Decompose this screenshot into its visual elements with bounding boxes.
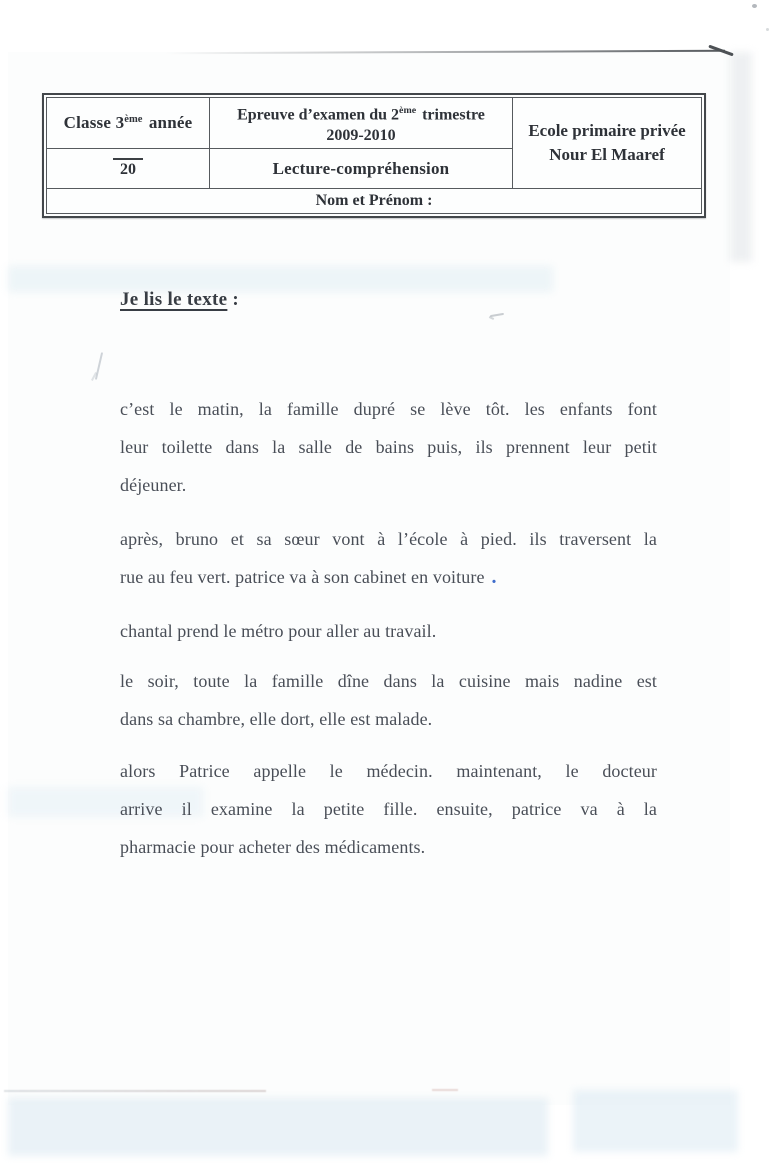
paragraph-4 <box>120 662 657 738</box>
scan-speck <box>432 1089 458 1091</box>
text-line: après, bruno et sa sœur vont à l’école à pied. ils traversent la <box>120 529 657 549</box>
text-line: arrive il examine la petite fille. ensuite, patrice va à la <box>120 799 657 819</box>
paragraph-5 <box>120 752 657 866</box>
text-line: le soir, toute la famille dîne dans la cuisine mais nadine est <box>120 671 657 691</box>
exam-title-cell <box>210 98 513 149</box>
exam-year: 2009-2010 <box>326 127 396 145</box>
text-line: rue au feu vert. patrice va à son cabinet en voiture . <box>120 566 497 588</box>
exam-title-line1: Epreuve d’examen du 2ème trimestre <box>237 105 485 124</box>
scan-bottom-edge-line <box>4 1090 266 1092</box>
score-out-of-20: 20 <box>113 158 143 178</box>
classe-superscript: ème <box>124 113 143 125</box>
school-cell <box>513 98 702 189</box>
blue-pen-period: . <box>491 566 497 588</box>
text-line: dans sa chambre, elle dort, elle est malade. <box>120 709 433 729</box>
text-line: c’est le matin, la famille dupré se lève tôt. les enfants font <box>120 399 657 419</box>
scan-tint-artifact <box>8 1098 548 1156</box>
classe-text: Classe 3 <box>63 113 125 133</box>
name-row: Nom et Prénom : <box>47 189 702 214</box>
reading-title-colon: : <box>227 289 240 310</box>
paragraph-1 <box>120 390 657 504</box>
subject-cell: Lecture-compréhension <box>210 149 513 189</box>
school-name-line2: Nour El Maaref <box>549 145 665 165</box>
classe-text-suffix: année <box>144 113 193 133</box>
text-line: chantal prend le métro pour aller au travail. <box>120 621 437 641</box>
text-line: alors Patrice appelle le médecin. maintenant, le docteur <box>120 761 657 781</box>
scan-speck <box>752 4 757 8</box>
text-line: déjeuner. <box>120 475 187 495</box>
reading-title-text: Je lis le texte <box>120 289 228 310</box>
text-line: pharmacie pour acheter des médicaments. <box>120 837 426 857</box>
school-name-line1: Ecole primaire privée <box>528 121 686 141</box>
scan-tint-artifact <box>573 1090 738 1152</box>
scan-speck <box>766 28 769 31</box>
scan-edge-shadow <box>730 52 752 262</box>
paragraph-2 <box>120 520 657 596</box>
text-line: leur toilette dans la salle de bains puis, ils prennent leur petit <box>120 437 657 457</box>
paragraph-3 <box>120 612 657 650</box>
score-cell <box>47 149 210 189</box>
exam-header-table <box>42 93 706 218</box>
classe-cell <box>47 98 210 149</box>
reading-title <box>120 289 239 311</box>
scan-tint-artifact <box>8 266 553 292</box>
